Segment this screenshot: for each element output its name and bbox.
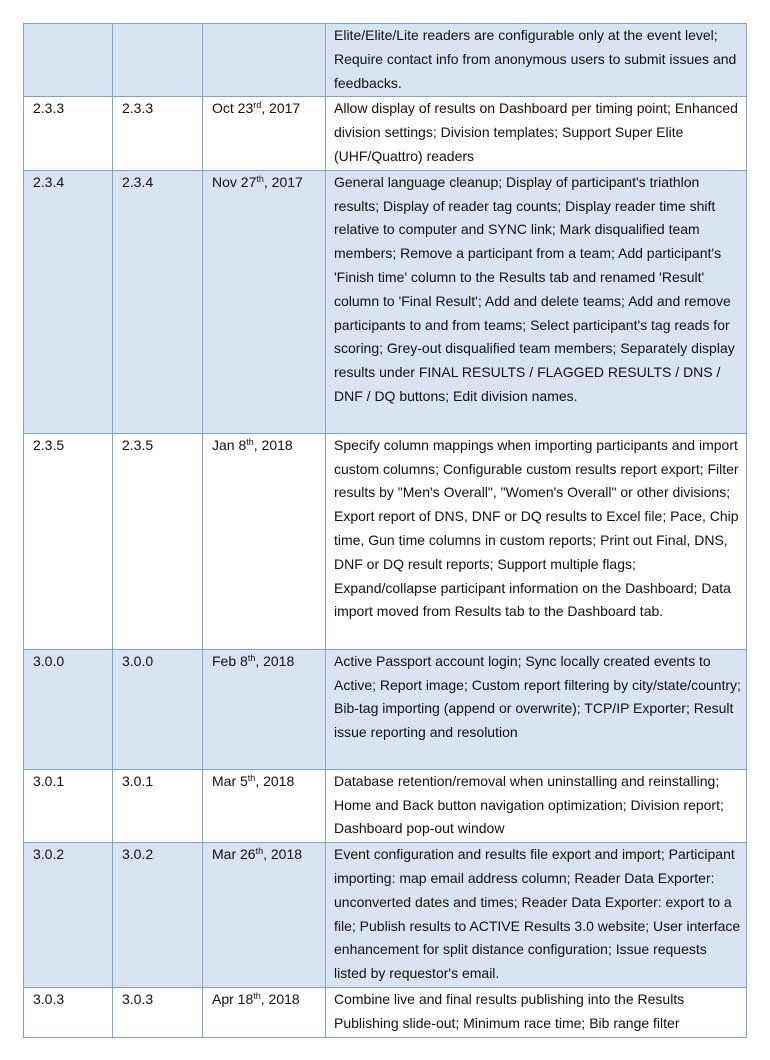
table-row xyxy=(24,649,747,769)
description-cell: Specify column mappings when importing participants and import custom columns; Configurable custom results report export; Filter results by "Men's Overall", "Women's Overall" or other divisions; Export report of DNS, DNF or DQ results to Excel file; Pace, Chip time, Gun time columns in custom reports; Print out Final, DNS, DNF or DQ result reports; Support multiple flags; Expand/collapse participant information on the Dashboard; Data import moved from Results tab to the Dashboard tab. xyxy=(326,433,747,649)
build-cell: 3.0.3 xyxy=(113,987,203,1037)
description-cell: Combine live and final results publishing into the Results Publishing slide-out; Minimum race time; Bib range filter xyxy=(326,987,747,1037)
date-cell: Apr 18th, 2018 xyxy=(203,987,326,1037)
description-cell: Active Passport account login; Sync locally created events to Active; Report image; Custom report filtering by city/state/country; Bib-tag importing (append or overwrite); TCP/IP Exporter; Result issue reporting and resolution xyxy=(326,649,747,769)
version-cell: 2.3.4 xyxy=(24,170,113,433)
build-cell: 2.3.4 xyxy=(113,170,203,433)
description-cell: Allow display of results on Dashboard per timing point; Enhanced division settings; Division templates; Support Super Elite (UHF/Quattro) readers xyxy=(326,97,747,170)
table-row xyxy=(24,769,747,842)
description-cell: Database retention/removal when uninstalling and reinstalling; Home and Back button navigation optimization; Division report; Dashboard pop-out window xyxy=(326,769,747,842)
date-cell: Mar 26th, 2018 xyxy=(203,843,326,988)
table-row xyxy=(24,97,747,170)
date-cell: Jan 8th, 2018 xyxy=(203,433,326,649)
table-row xyxy=(24,24,747,97)
version-cell: 2.3.3 xyxy=(24,97,113,170)
description-cell: Elite/Elite/Lite readers are configurable only at the event level; Require contact info from anonymous users to submit issues and feedbacks. xyxy=(326,24,747,97)
description-cell: Event configuration and results file export and import; Participant importing: map email address column; Reader Data Exporter: unconverted dates and times; Reader Data Exporter: export to a file; Publish results to ACTIVE Results 3.0 website; User interface enhancement for split distance configuration; Issue requests listed by requestor's email. xyxy=(326,843,747,988)
version-cell xyxy=(24,24,113,97)
table-row xyxy=(24,433,747,649)
version-cell: 2.3.5 xyxy=(24,433,113,649)
table-row xyxy=(24,170,747,433)
build-cell: 3.0.2 xyxy=(113,843,203,988)
date-cell xyxy=(203,24,326,97)
version-cell: 3.0.1 xyxy=(24,769,113,842)
build-cell: 2.3.3 xyxy=(113,97,203,170)
version-cell: 3.0.3 xyxy=(24,987,113,1037)
date-cell: Mar 5th, 2018 xyxy=(203,769,326,842)
release-history-table xyxy=(23,23,747,1038)
build-cell xyxy=(113,24,203,97)
build-cell: 3.0.0 xyxy=(113,649,203,769)
description-cell: General language cleanup; Display of participant's triathlon results; Display of reader tag counts; Display reader time shift relative to computer and SYNC link; Mark disqualified team members; Remove a participant from a team; Add participant's 'Finish time' column to the Results tab and renamed 'Result' column to 'Final Result'; Add and delete teams; Add and remove participants to and from teams; Select participant's tag reads for scoring; Grey-out disqualified team members; Separately display results under FINAL RESULTS / FLAGGED RESULTS / DNS / DNF / DQ buttons; Edit division names. xyxy=(326,170,747,433)
date-cell: Nov 27th, 2017 xyxy=(203,170,326,433)
table-row xyxy=(24,987,747,1037)
build-cell: 2.3.5 xyxy=(113,433,203,649)
date-cell: Feb 8th, 2018 xyxy=(203,649,326,769)
version-cell: 3.0.0 xyxy=(24,649,113,769)
date-cell: Oct 23rd, 2017 xyxy=(203,97,326,170)
build-cell: 3.0.1 xyxy=(113,769,203,842)
table-row xyxy=(24,843,747,988)
version-cell: 3.0.2 xyxy=(24,843,113,988)
